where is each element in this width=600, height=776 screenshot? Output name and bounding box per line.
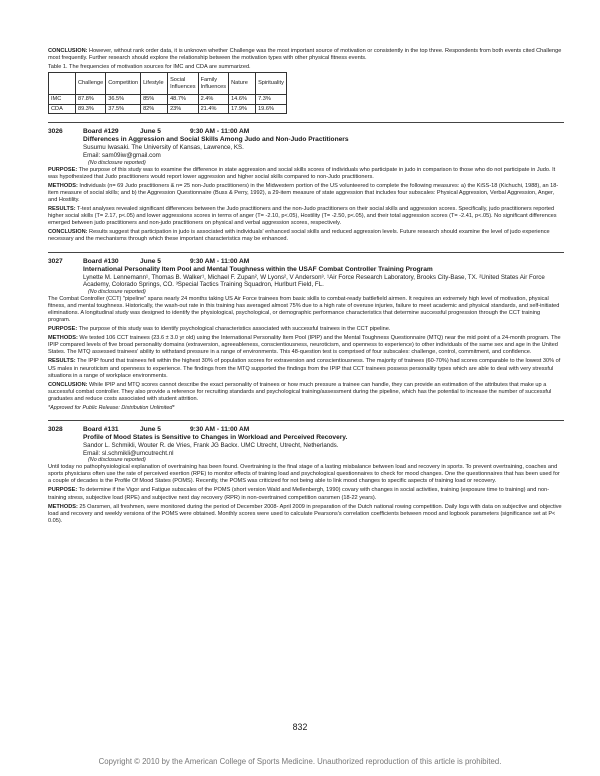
session-time: 9:30 AM - 11:00 AM [190,128,250,136]
abstract-header [48,258,564,266]
section-text: We tested 106 CCT trainees (23.6 ± 3.0 yr old) using the International Personality Item Pool (IPIP) and the Mental Toughness Questionnaire (MTQ) near the mid point of a 24-month program. The IPIP compared levels of five broad personality domains (extraversion, agreeableness, conscientiousness, neuroticism, and openness to experience) to other individuals of the same sex and age in the United States. The MTQ assessed trainees' ability to withstand pressure in a range of environments. This 48-question test is comprised of four subscales: challenge, control, commitment, and confidence. [48,335,561,356]
disclosure-note: (No disclosure reported) [88,159,146,166]
conclusion-paragraph [48,229,564,243]
section-divider [48,420,564,421]
abstract-3027 [48,258,564,413]
session-date: June 5 [140,128,161,136]
table-cell: 19.6% [256,104,287,114]
section-text: T-test analyses revealed significant differences between the Judo practitioners and the non-Judo practitioners on their social skills and aggression scores. Specifically, judo practitioners reported higher social skills (T= 2.17, p<.05) and lower aggressions scores in terms of anger (T= -2.10, p<.05), Hostility (T= -2.50, p<.05), and their total aggression scores (T= -2.41, p<.05). No significant differences emerged between judo practitioners and non-judo practitioners on physical and verbal aggression scores, respectively. [48,206,557,227]
table-cell: 89.3% [76,104,106,114]
table-cell: 48.7% [168,95,199,105]
table-cell: IMC [49,95,76,105]
table-cell: 17.9% [229,104,256,114]
top-conclusion-label: CONCLUSION: [48,48,88,54]
abstract-3028 [48,426,564,525]
board-number: Board #129 [83,128,119,136]
section-divider [48,252,564,253]
table-header-cell [49,73,76,95]
session-date: June 5 [140,257,161,265]
section-label: CONCLUSION: [48,229,88,236]
section-label: RESULTS: [48,206,76,213]
abstract-authors: Lynette M. Lennemann¹, Thomas B. Walker¹, Michael F. Zupan², W Lyons², V Anderson³. ¹Air Force Research Laboratory, Brooks City-Base, TX. ²United States Air Force Academy, Colorado Springs, CO. ³Special Tactics Training Squadron, Hurlburt Field, FL. [83,273,545,289]
table-cell: 7.3% [256,95,287,105]
table-cell: CDA [49,104,76,114]
table-cell: 36.5% [106,95,141,105]
section-label: METHODS: [48,182,78,189]
table-header-cell: Challenge [76,73,106,95]
table-header-cell: Nature [229,73,256,95]
abstract-title: Profile of Mood States is Sensitive to Changes in Workload and Perceived Recovery. [83,434,348,441]
table-row [49,95,287,105]
abstract-title: Differences in Aggression and Social Skills Among Judo and Non-Judo Practitioners [83,136,349,144]
abstract-email: Email: sam09iw@gmail.com [83,151,161,159]
page-number: 832 [292,722,308,732]
board-number: Board #131 [83,426,119,433]
purpose-paragraph [48,326,564,333]
page-body [48,48,564,527]
table-header-cell: Social Influences [168,73,199,95]
section-label: METHODS: [48,335,78,342]
abstract-email: Email: sl.schmikli@umcutrecht.nl [83,449,174,457]
top-conclusion [48,48,564,62]
disclosure-note: (No disclosure reported) [88,288,146,295]
abstract-authors: Susumu Iwasaki. The University of Kansas, Lawrence, KS. [83,144,244,152]
abstract-authors: Sandor L. Schmikli, Wouter R. de Vries, Frank JG Backx. UMC Utrecht, Utrecht, Netherlands. [83,442,339,449]
section-label: CONCLUSION: [48,381,88,388]
methods-paragraph [48,504,564,525]
table-caption: Table 1. The frequencies of motivation sources for IMC and CDA are summarized. [48,64,251,71]
table-cell: 37.5% [106,104,141,114]
purpose-paragraph [48,167,564,181]
abstract-header [48,426,564,434]
section-label: RESULTS: [48,358,76,365]
results-paragraph [48,358,564,379]
section-text: The purpose of this study was to identify psychological characteristics associated with successful trainees in the CCT pipeline. [78,326,391,333]
table-header-cell: Lifestyle [141,73,168,95]
abstract-number: 3028 [48,426,63,433]
table-cell: 2.4% [198,95,229,105]
release-note: *Approved for Public Release: Distribution Unlimited* [48,405,175,411]
copyright-notice: Copyright © 2010 by the American College of Sports Medicine. Unauthorized reproduction of this article is prohibited. [98,757,502,766]
abstract-number: 3026 [48,128,63,136]
table-row [49,104,287,114]
table-cell: 21.4% [198,104,229,114]
session-date: June 5 [140,426,161,433]
table-header-cell: Competition [106,73,141,95]
session-time: 9:30 AM - 11:00 AM [190,257,250,265]
intro-paragraph: The Combat Controller (CCT) "pipeline" spans nearly 24 months taking US Air Force trainees from basic skills to combat-ready battlefield airmen. It requires an extremely high level of motivation, physical fitness, and mental toughness. Historically, the wash-out rate in this training has averaged almost 75% due to a high rate of overuse injuries, failure to meet academic and physical standards, and self-initiated eliminations. A longitudinal study was designed to identify the physiological, psychological, or demographic performance characteristics that determine successful progression through the CCT training program. [48,295,560,323]
section-label: METHODS: [48,503,78,510]
abstract-header [48,128,564,136]
abstract-3026 [48,128,564,243]
section-label: PURPOSE: [48,326,78,333]
top-conclusion-text: However, without rank order data, it is unknown whether Challenge was the most important source of motivation or consistently in the top three. Respondents from both events cited Challenge most frequently. Further research should explore the relationship between the motivation types with other physical fitness events. [48,48,562,62]
section-text: Results suggest that participation in judo is associated with individuals' enhanced social skills and reduced aggression levels. Future research should examine the level of judo experience necessary and the mechanisms through which these important characteristics may be enhanced. [48,229,550,243]
section-text: While IPIP and MTQ scores cannot describe the exact personality of trainees or how much pressure a trainee can handle, they can provide an estimation of the attributes that make up a successful combat controller. They also provide a reference for recruiting standards and psychological training/assessment during the pipeline, which has the potential to increase the number of successful graduates and reduce costs associated with student attrition. [48,381,552,402]
section-text: Individuals (n= 69 Judo practitioners & n= 25 non-Judo practitioners) in the Midwestern portion of the US volunteered to complete the following measures: a) the KiSS-18 (Kichuchi, 1988), an 18-item measure of social skills; and b) the Aggression Questionnaire (Buss & Perry, 1992), a 29-item measure of state aggression that includes four subscales: Physical Aggression, Verbal Aggression, Anger, and Hostility. [48,182,559,203]
board-number: Board #130 [83,257,119,265]
intro-paragraph: Until today no pathophysiological explanation of overtraining has been found. Overtraining is the final stage of a lasting misbalance between load and recovery in sports. To prevent overtraining, coaches and sports physicians often use the rate of perceived exertion (RPE) to monitor effects of training load and psychological questionnaires to check for mood changes. One the questionnaires that has been used for a couple of decades is the Profile Of Mood States (POMS). Recently, the POMS was criticized for not being able to link mood changes to specific aspects of training load or recovery. [48,464,560,485]
table-cell: 14.6% [229,95,256,105]
methods-paragraph [48,335,564,356]
table-cell: 85% [141,95,168,105]
abstract-title: International Personality Item Pool and Mental Toughness within the USAF Combat Controller Training Program [83,265,433,273]
section-text: To determine if the Vigor and Fatigue subscales of the POMS (short version Wald and Mellenbergh, 1990) covary with changes in social activities, training (exposure time to training) and non-training stress, subjective load (RPE) and subjective next day recovery (RPR) in non-overtrained competition oarsmen (18-22 years). [48,487,550,501]
section-text: 25 Oarsmen, all freshmen, were monitored during the period of December 2008- April 2009 in preparation of the Dutch national rowing competition. Daily logs with data on subjective and objective load and recovery and weekly versions of the POMS were obtained. Monthly scores were used to calculate Pearsons's correlation coefficients between mood and logbook parameters (significance set at P< 0.05). [48,503,562,524]
results-paragraph [48,206,564,227]
table-cell: 82% [141,104,168,114]
session-time: 9:30 AM - 11:00 AM [190,426,250,433]
section-divider [48,122,564,123]
disclosure-note: (No disclosure reported) [88,457,146,464]
methods-paragraph [48,183,564,204]
abstract-number: 3027 [48,257,63,265]
section-label: PURPOSE: [48,166,78,173]
conclusion-paragraph [48,382,564,403]
section-text: The purpose of this study was to examine the difference in state aggression and social skills scores of individuals who participate in judo in comparison to those who do not participate in Judo. It was hypothesized that Judo practitioners would report lower aggression and higher social skills compared to non-Judo practitioners. [48,166,556,180]
section-label: PURPOSE: [48,487,78,494]
purpose-paragraph [48,487,564,501]
table-cell: 87.8% [76,95,106,105]
table-header-cell: Spirituality [256,73,287,95]
motivation-table [48,72,287,114]
section-text: The IPIP found that trainees fell within the highest 30% of population scores for extraversion and conscientiousness. The majority of trainees (60-70%) had scores comparable to the lowest 30% of US males in neuroticism and openness to experience. The findings from the MTQ supported the findings from the IPIP that CCT trainees possess personality types which are able to deal with very stressful situations in a range of workplace environments. [48,358,561,379]
table-header-cell: Family Influences [198,73,229,95]
table-cell: 23% [168,104,199,114]
table-header-row [49,73,287,95]
